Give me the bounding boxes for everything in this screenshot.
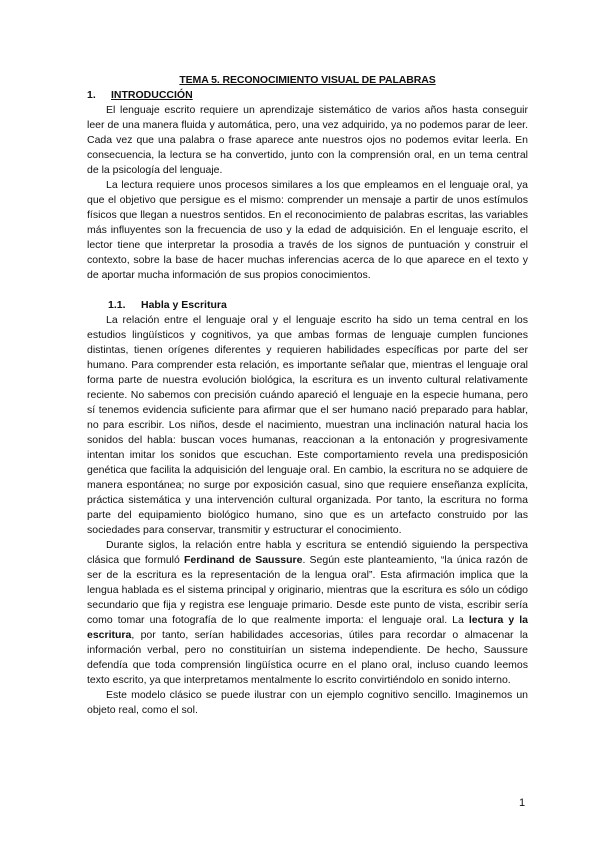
subsection-number: 1.1. bbox=[108, 299, 126, 311]
paragraph: La lectura requiere unos procesos similares a los que empleamos en el lenguaje oral, ya que el objetivo que persigue es el mismo: comprender un mensaje a partir de unos estímulos físicos que llegan a nuestros sentidos. En el reconocimiento de palabras escritas, las variables más influyentes son la frecuencia de uso y la edad de adquisición. En el lenguaje escrito, el lector tiene que interpretar la prosodia a través de los signos de puntuación y construir el contexto, sobre la base de hacer muchas inferencias acerca de lo que aparece en el texto y de aportar mucha información de sus propios conocimientos. bbox=[87, 179, 528, 281]
subsection-title: Habla y Escritura bbox=[141, 299, 227, 311]
section-heading-introduccion bbox=[87, 88, 528, 103]
page-number: 1 bbox=[519, 797, 526, 809]
emphasis-saussure: Ferdinand de Saussure bbox=[183, 554, 303, 566]
text-run: Durante siglos, la relación entre habla y escritura se entendió siguiendo la perspectiva clásica que formuló bbox=[87, 539, 528, 566]
paragraph-saussure bbox=[87, 538, 528, 688]
section-number: 1. bbox=[87, 89, 96, 101]
section-title: INTRODUCCIÓN bbox=[111, 89, 193, 101]
emphasis-lectura-escritura: lectura y la escritura bbox=[87, 614, 528, 641]
text-run: , por tanto, serían habilidades accesorias, útiles para recordar o almacenar la información verbal, pero no constituirían un sistema independiente. De hecho, Saussure defendía que toda comprensión lingüística ocurre en el plano oral, incluso cuando leemos texto escrito, ya que interpretamos mentalmente lo escrito convirtiéndolo en sonido interno. bbox=[87, 629, 528, 686]
document-title: TEMA 5. RECONOCIMIENTO VISUAL DE PALABRAS bbox=[179, 74, 436, 86]
paragraph: Este modelo clásico se puede ilustrar con un ejemplo cognitivo sencillo. Imaginemos un objeto real, como el sol. bbox=[87, 689, 528, 716]
subsection-heading-habla-escritura bbox=[87, 298, 528, 313]
paragraph: La relación entre el lenguaje oral y el lenguaje escrito ha sido un tema central en los estudios lingüísticos y cognitivos, ya que ambas formas de lenguaje cumplen funciones distintas, tienen orígenes diferentes y requieren habilidades específicas por parte del ser humano. Para comprender esta relación, es importante señalar que, mientras el lenguaje oral forma parte de nuestra evolución biológica, la escritura es un invento cultural relativamente reciente. No sabemos con precisión cuándo apareció el lenguaje en la especie humana, pero sí tenemos evidencia suficiente para afirmar que el ser humano nació preparado para hablar, no para escribir. Los niños, desde el nacimiento, muestran una inclinación natural hacia los sonidos del habla: buscan voces humanas, reaccionan a la entonación y progresivamente intentan imitar los sonidos que escuchan. Este comportamiento revela una predisposición genética que facilita la adquisición del lenguaje oral. En cambio, la escritura no se adquiere de manera espontánea; no surge por exposición casual, sino que requiere enseñanza explícita, práctica sistemática y una intervención cultural organizada. Por tanto, la escritura no forma parte del equipamiento biológico humano, sino que es un artefacto construido por las sociedades para conservar, transmitir y estructurar el conocimiento. bbox=[87, 314, 528, 536]
paragraph: El lenguaje escrito requiere un aprendizaje sistemático de varios años hasta conseguir leer de una manera fluida y automática, pero, una vez adquirido, ya no podemos parar de leer. Cada vez que una palabra o frase aparece ante nuestros ojos no podemos evitar leerla. En consecuencia, la lectura se ha convertido, junto con la comprensión oral, en un tema central de la psicología del lenguaje. bbox=[87, 104, 528, 176]
text-run: . Según este planteamiento, “la única razón de ser de la escritura es la representación de la lengua oral”. Esta afirmación implica que la lengua hablada es el sistema principal y originario, mientras que la escritura es sólo un código secundario que fija y registra ese lenguaje primario. Desde este punto de vista, escribir sería como tomar una fotografía de lo que realmente importa: el lenguaje oral. La bbox=[87, 554, 528, 626]
document-body bbox=[87, 73, 528, 718]
